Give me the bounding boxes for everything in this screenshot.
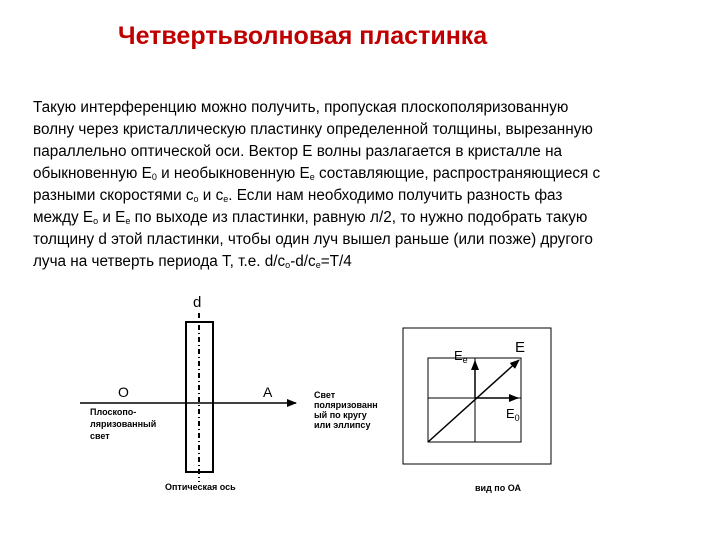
Ee-label: $E_e$	[454, 348, 468, 365]
vector-E-arrow	[428, 360, 519, 442]
paragraph-line: луча на четверть периода Т, т.е. $d/c_o-d/c_e=T/4$	[33, 253, 352, 270]
E0-label: $E_0$	[506, 406, 520, 423]
E-label: E	[515, 339, 526, 356]
thickness-label: d	[193, 294, 202, 311]
view-caption: вид по ОА	[475, 483, 521, 493]
paragraph-line: между $Е_о$ и $Е_е$ по выходе из пластинки, равную л/2, то нужно подобрать такую	[33, 209, 588, 226]
input-light-label: Плоскопо- ляризованный свет	[90, 407, 157, 441]
optical-axis-label: Оптическая ось	[165, 482, 236, 492]
frame-box	[403, 328, 551, 464]
paragraph-line: разными скоростями $с_о$ и $с_е$. Если нам необходимо получить разность фаз	[33, 187, 563, 204]
point-O-label: O	[118, 384, 129, 400]
paragraph-line: Такую интерференцию можно получить, пропуская плоскополяризованную	[33, 99, 569, 116]
paragraph-line: толщину d этой пластинки, чтобы один луч вышел раньше (или позже) другого	[33, 231, 593, 248]
slide-title: Четвертьволновая пластинка	[118, 22, 488, 50]
paragraph-line: параллельно оптической оси. Вектор Е волны разлагается в кристалле на	[33, 143, 563, 160]
paragraph-line: волну через кристаллическую пластинку определенной толщины, вырезанную	[33, 121, 593, 138]
point-A-label: A	[263, 384, 273, 400]
vector-diagram	[403, 328, 551, 493]
output-light-label: Свет поляризованн ый по кругу или эллипсу	[314, 390, 378, 430]
paragraph-line: обыкновенную $Е_0$ и необыкновенную $Е_е$ составляющие, распространяющиеся с	[33, 165, 601, 182]
plate-diagram	[80, 294, 380, 492]
